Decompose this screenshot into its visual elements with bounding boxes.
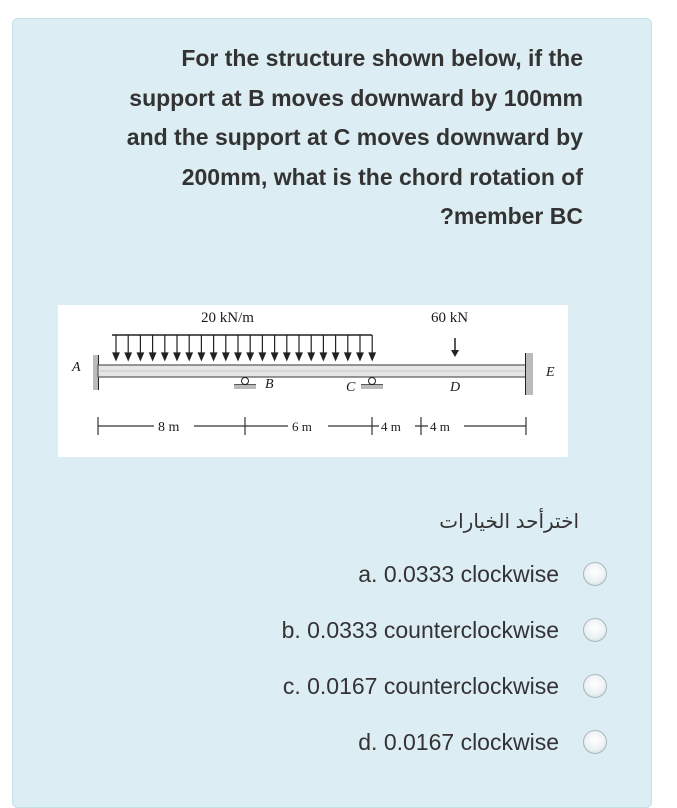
span-ab-label: 8 m <box>158 420 180 435</box>
load-arrow-head <box>174 353 180 360</box>
option-b[interactable] <box>282 615 571 645</box>
load-arrow-head <box>235 353 241 360</box>
question-line-2: support at B moves downward by 100mm <box>129 84 583 111</box>
question-text <box>57 39 583 237</box>
option-d[interactable] <box>358 727 571 757</box>
node-b-label: B <box>265 377 274 392</box>
node-a-label: A <box>72 360 81 375</box>
load-arrow-head <box>186 353 192 360</box>
fixed-support-a <box>93 355 98 390</box>
load-arrow-head <box>369 353 375 360</box>
load-arrow-head <box>345 353 351 360</box>
node-c-label: C <box>346 380 356 395</box>
choose-one-label: اخترأحد الخيارات <box>439 511 579 533</box>
fixed-support-e <box>526 353 533 395</box>
span-cd-label: 4 m <box>381 419 401 434</box>
span-bc-label: 6 m <box>292 419 312 434</box>
question-card <box>12 18 652 808</box>
option-a[interactable] <box>358 559 571 589</box>
load-arrow-head <box>113 353 119 360</box>
question-line-5: ?member BC <box>439 203 583 229</box>
load-arrow-head <box>308 353 314 360</box>
load-arrow-head <box>320 353 326 360</box>
option-a-label: a. 0.0333 clockwise <box>358 560 559 587</box>
distributed-load-label: 20 kN/m <box>201 310 254 326</box>
load-arrow-head <box>125 353 131 360</box>
span-de-label: 4 m <box>430 419 450 434</box>
question-line-4: 200mm, what is the chord rotation of <box>181 163 583 190</box>
load-arrow-head <box>223 353 229 360</box>
option-c[interactable] <box>283 671 571 701</box>
load-arrow-head <box>272 353 278 360</box>
node-e-label: E <box>546 365 555 380</box>
point-load-label: 60 kN <box>431 310 469 326</box>
structure-figure <box>58 305 568 457</box>
option-c-label: c. 0.0167 counterclockwise <box>282 672 559 699</box>
roller-support-b <box>234 378 256 390</box>
load-arrow-head <box>137 353 143 360</box>
roller-support-c <box>361 378 383 390</box>
distributed-load-arrows <box>113 335 375 360</box>
load-arrow-head <box>333 353 339 360</box>
point-load-arrow <box>451 338 459 357</box>
option-c-radio[interactable] <box>583 674 607 698</box>
option-b-radio[interactable] <box>583 618 607 642</box>
option-d-radio[interactable] <box>583 730 607 754</box>
load-arrow-head <box>150 353 156 360</box>
load-arrow-head <box>296 353 302 360</box>
beam-diagram <box>58 305 568 457</box>
option-d-label: d. 0.0167 clockwise <box>358 728 559 755</box>
question-line-3: and the support at C moves downward by <box>126 124 583 150</box>
option-a-radio[interactable] <box>583 562 607 586</box>
node-d-label: D <box>450 380 461 395</box>
load-arrow-head <box>162 353 168 360</box>
load-arrow-head <box>284 353 290 360</box>
load-arrow-head <box>198 353 204 360</box>
load-arrow-head <box>259 353 265 360</box>
option-b-label: b. 0.0333 counterclockwise <box>281 616 559 643</box>
load-arrow-head <box>357 353 363 360</box>
load-arrow-head <box>211 353 217 360</box>
question-line-1: For the structure shown below, if the <box>181 45 583 71</box>
load-arrow-head <box>247 353 253 360</box>
